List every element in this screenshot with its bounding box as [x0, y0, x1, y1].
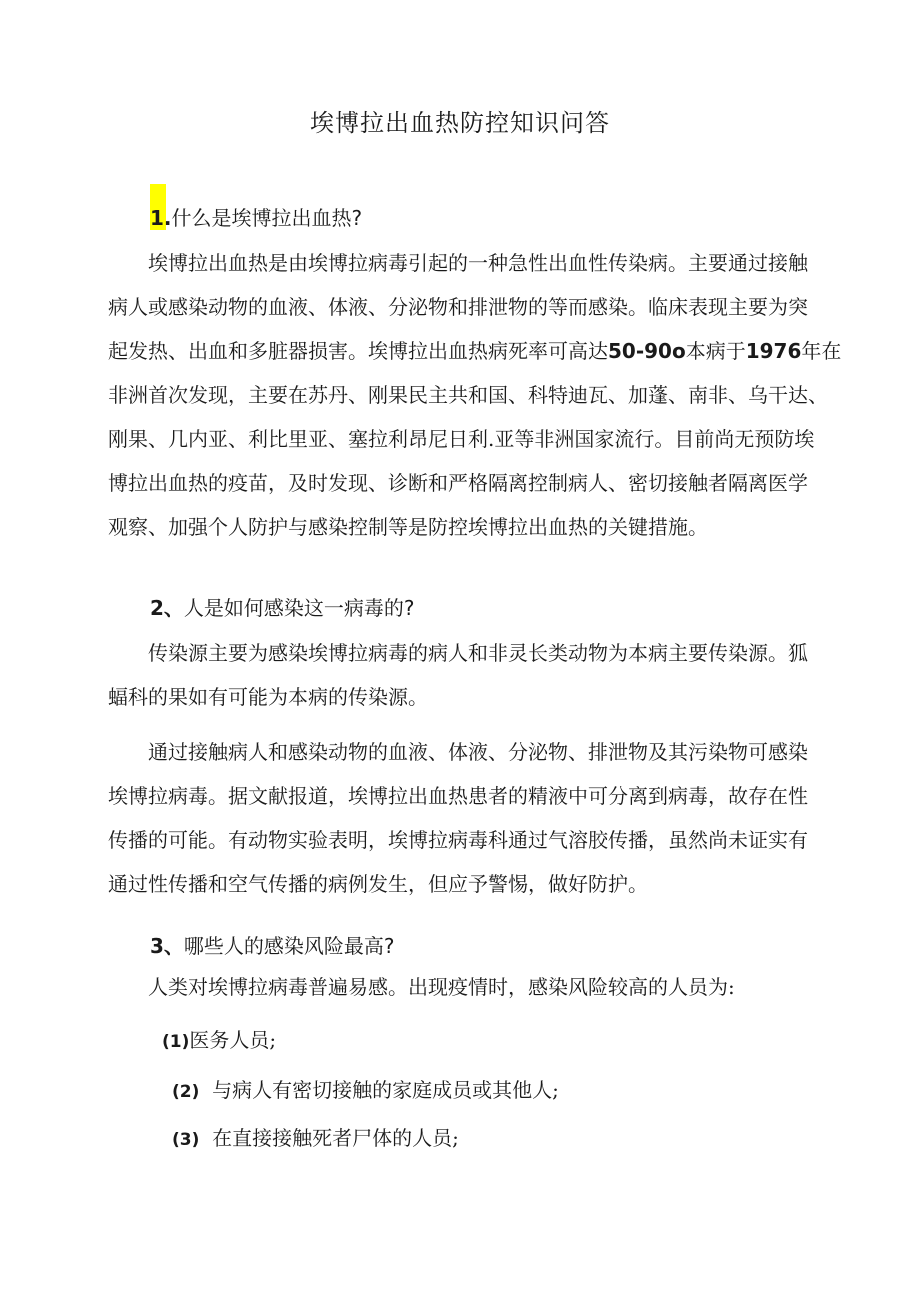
- answer-line: [108, 329, 842, 373]
- item-number: (1): [162, 1032, 190, 1052]
- answer-line-text: 起发热、出血和多脏器损害。埃博拉出血热病死率可高达: [108, 339, 608, 363]
- answer-line-text: 年在: [801, 339, 842, 363]
- question-3-heading: [150, 930, 395, 959]
- question-2-text: 人是如何感染这一病毒的?: [183, 596, 415, 620]
- answer-line: 病人或感染动物的血液、体液、分泌物和排泄物的等而感染。临床表现主要为突: [108, 295, 808, 319]
- answer-line: 蝠科的果如有可能为本病的传染源。: [108, 685, 428, 709]
- item-text: 医务人员;: [189, 1028, 277, 1052]
- question-3-text: 哪些人的感染风险最高?: [183, 934, 395, 958]
- answer-line: 博拉出血热的疫苗，及时发现、诊断和严格隔离控制病人、密切接触者隔离医学: [108, 471, 808, 495]
- answer-line: 观察、加强个人防护与感染控制等是防控埃博拉出血热的关键措施。: [108, 515, 708, 539]
- answer-line: 非洲首次发现，主要在苏丹、刚果民主共和国、科特迪瓦、加蓬、南非、乌干达、: [108, 383, 828, 407]
- answer-line: 通过性传播和空气传播的病例发生，但应予警惕，做好防护。: [108, 872, 648, 896]
- answer-line-text: 本病于: [685, 339, 746, 363]
- answer-line: 通过接触病人和感染动物的血液、体液、分泌物、排泄物及其污染物可感染: [148, 740, 808, 764]
- item-number: (3): [172, 1130, 200, 1150]
- item-text: 与病人有密切接触的家庭成员或其他人;: [212, 1078, 559, 1102]
- question-1-heading: [150, 202, 362, 231]
- risk-group-item: [172, 1074, 559, 1103]
- document-title: 埃博拉出血热防控知识问答: [310, 109, 610, 137]
- mortality-rate: 50-90o: [608, 339, 686, 363]
- answer-line: 刚果、几内亚、利比里亚、塞拉利昂尼日利.亚等非洲国家流行。目前尚无预防埃: [108, 427, 815, 451]
- question-1-text: 什么是埃博拉出血热?: [171, 206, 363, 230]
- answer-line: 埃博拉出血热是由埃博拉病毒引起的一种急性出血性传染病。主要通过接触: [148, 251, 808, 275]
- question-2-answer-2: [108, 730, 820, 906]
- question-2-number: 2、: [150, 596, 184, 620]
- discovery-year: 1976: [745, 339, 802, 363]
- answer-line: 人类对埃博拉病毒普遍易感。出现疫情时，感染风险较高的人员为:: [148, 975, 735, 999]
- question-3-number: 3、: [150, 934, 184, 958]
- answer-line: 埃博拉病毒。据文献报道，埃博拉出血热患者的精液中可分离到病毒，故存在性: [108, 784, 808, 808]
- risk-group-item: [172, 1122, 459, 1151]
- answer-line: 传染源主要为感染埃博拉病毒的病人和非灵长类动物为本病主要传染源。狐: [148, 641, 808, 665]
- question-1-answer: [108, 241, 842, 549]
- answer-line: 传播的可能。有动物实验表明，埃博拉病毒科通过气溶胶传播，虽然尚未证实有: [108, 828, 808, 852]
- question-1-number: 1.: [150, 206, 172, 230]
- item-text: 在直接接触死者尸体的人员;: [212, 1126, 459, 1150]
- question-2-heading: [150, 592, 415, 621]
- risk-group-item: [162, 1024, 276, 1053]
- question-3-intro: [108, 965, 820, 1009]
- item-number: (2): [172, 1082, 200, 1102]
- question-2-answer-1: [108, 631, 820, 719]
